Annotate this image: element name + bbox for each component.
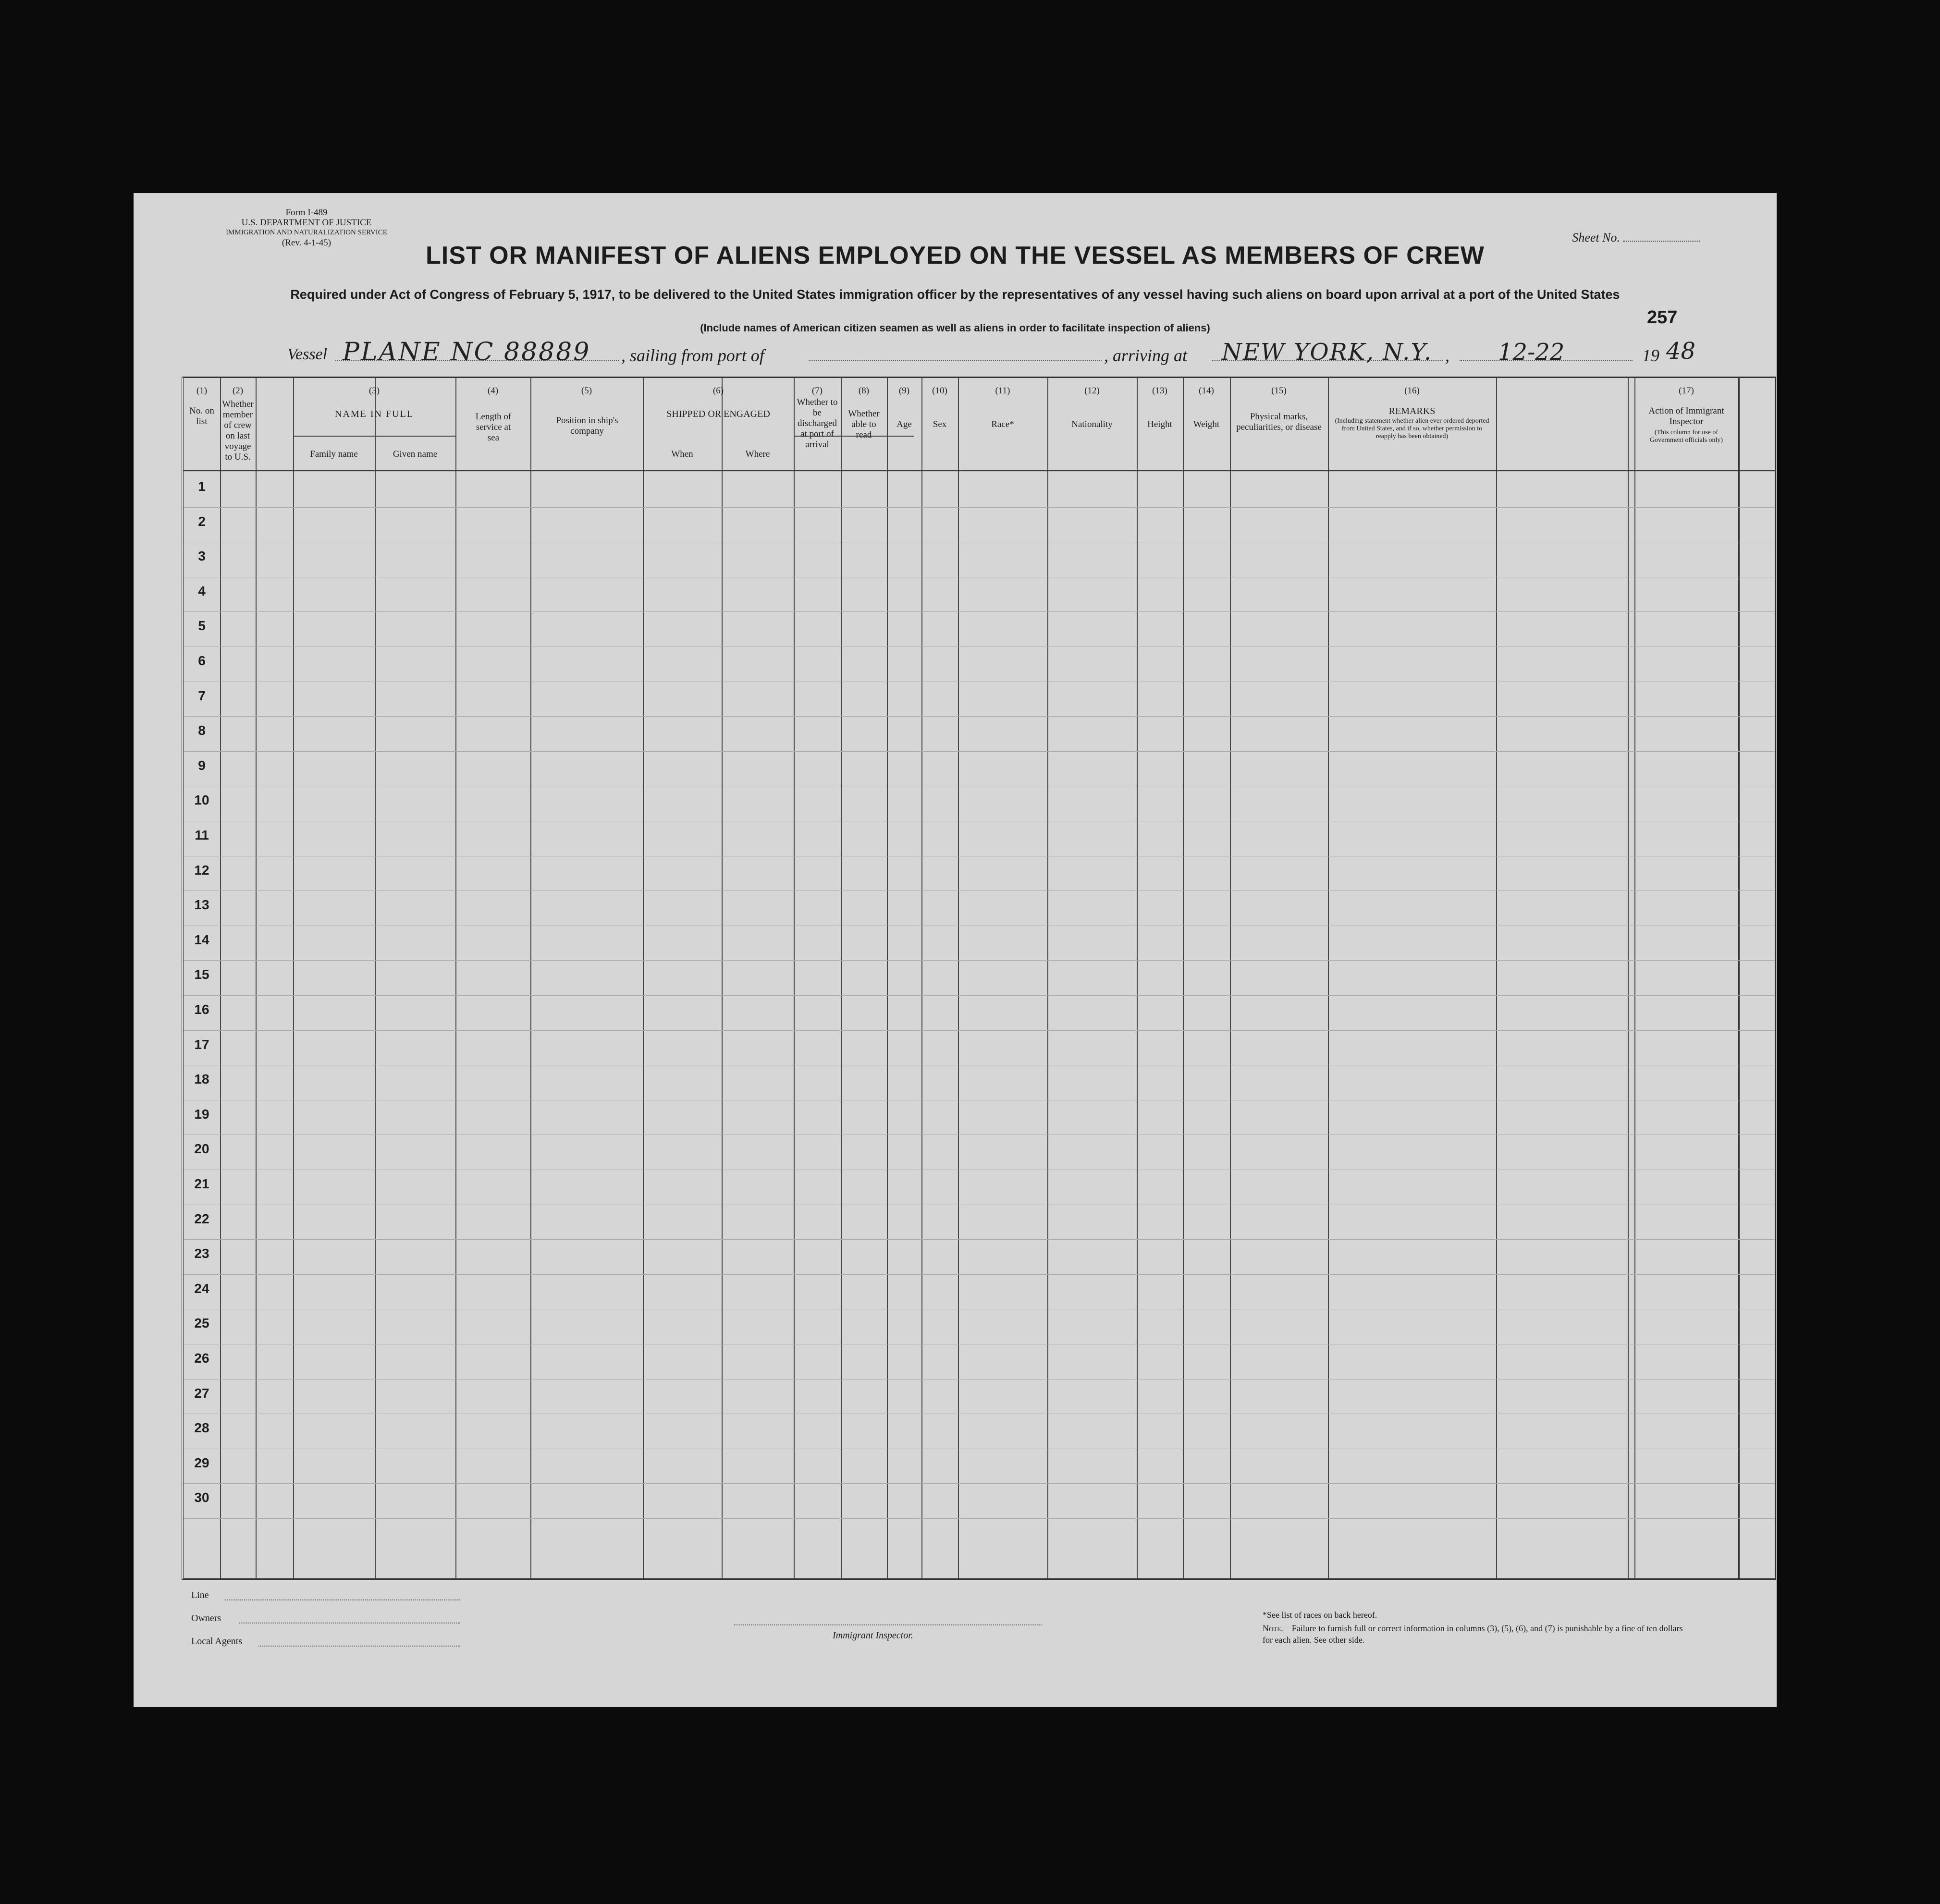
col-header-where: Where (745, 449, 770, 459)
table-row[interactable] (220, 995, 1738, 1030)
crew-manifest-table (182, 377, 1776, 1580)
col1-number: (1) (196, 386, 208, 396)
document-subnote: (Include names of American citizen seamen as well as aliens in order to facilitate inspection of aliens) (700, 322, 1210, 334)
row-number: 22 (194, 1211, 209, 1226)
col-header-physical-marks: Physical marks, peculiarities, or disease (1236, 412, 1322, 432)
col-header-name-in-full: NAME IN FULL (335, 409, 414, 419)
year-prefix: 19 (1642, 346, 1659, 365)
col-header-position: Position in ship's company (556, 415, 618, 436)
col13-number: (13) (1152, 386, 1167, 396)
sheet-number-label: Sheet No. (1572, 231, 1620, 244)
sailing-label: , sailing from port of (621, 346, 764, 365)
col16-number: (16) (1404, 386, 1420, 396)
table-row[interactable] (220, 1274, 1738, 1309)
row-number: 27 (194, 1385, 209, 1401)
row-number: 6 (198, 653, 206, 668)
row-divider (184, 1518, 1775, 1519)
vessel-name-value[interactable]: PLANE NC 88889 (343, 338, 591, 366)
row-number: 28 (194, 1420, 209, 1436)
col14-number: (14) (1199, 386, 1214, 396)
arriving-port-value[interactable]: NEW YORK, N.Y. (1222, 339, 1433, 366)
col11-number: (11) (995, 386, 1010, 396)
row-number: 8 (198, 723, 206, 738)
col17-number: (17) (1679, 386, 1694, 396)
col6-number: (6) (712, 386, 724, 396)
table-row[interactable] (220, 507, 1738, 542)
inspector-signature-field[interactable] (734, 1624, 1042, 1625)
col-header-no-on-list: No. on list (189, 406, 214, 427)
col7-number: (7) (811, 386, 823, 396)
col-header-inspector-action: Action of Immigrant Inspector (1648, 406, 1724, 427)
stamped-page-number: 257 (1647, 307, 1678, 328)
row-number: 12 (194, 862, 209, 878)
column-divider (1738, 378, 1740, 1578)
row-number: 7 (198, 688, 206, 703)
col-header-discharged: Whether to be discharged at port of arrival (797, 397, 838, 450)
row-number: 29 (194, 1455, 209, 1470)
row-number: 14 (194, 932, 209, 947)
col-header-race: Race* (991, 419, 1014, 429)
manifest-footer (182, 1586, 1773, 1701)
row-number: 23 (194, 1246, 209, 1261)
col9-number: (9) (898, 386, 910, 396)
table-row[interactable] (220, 1414, 1738, 1449)
table-row[interactable] (220, 1065, 1738, 1100)
row-number: 16 (194, 1002, 209, 1017)
table-row[interactable] (220, 542, 1738, 577)
note-label: Note. (1263, 1623, 1283, 1633)
department-name: U.S. DEPARTMENT OF JUSTICE (241, 218, 372, 228)
table-row[interactable] (220, 891, 1738, 926)
col-header-length-of-service: Length of service at sea (475, 412, 512, 443)
table-row[interactable] (220, 1309, 1738, 1344)
col5-number: (5) (581, 386, 592, 396)
year-value[interactable]: 48 (1666, 338, 1696, 365)
table-row[interactable] (220, 1449, 1738, 1484)
row-number: 1 (198, 479, 206, 494)
col-header-given-name: Given name (393, 449, 438, 459)
row-number: 30 (194, 1490, 209, 1505)
table-row[interactable] (220, 1379, 1738, 1414)
table-row[interactable] (220, 926, 1738, 961)
table-row[interactable] (220, 611, 1738, 647)
races-note: *See list of races on back hereof. (1263, 1610, 1377, 1620)
document-subtitle: Required under Act of Congress of February 5, 1917, to be delivered to the United States immigration officer by the representatives of any vessel having such aliens on board upon arrival at a port of the United States (290, 287, 1620, 302)
row-number: 21 (194, 1176, 209, 1191)
row-number: 2 (198, 513, 206, 529)
table-row[interactable] (220, 1344, 1738, 1379)
line-label: Line (191, 1590, 209, 1600)
col-header-last-voyage: Whether member of crew on last voyage to U.S. (222, 399, 254, 462)
table-row[interactable] (220, 1135, 1738, 1170)
col3-number: (3) (368, 386, 380, 396)
row-number: 4 (198, 583, 206, 598)
row-number: 3 (198, 549, 206, 564)
col-header-able-to-read: Whether able to read (848, 409, 880, 440)
table-row[interactable] (220, 821, 1738, 856)
row-number: 18 (194, 1072, 209, 1087)
col-header-height: Height (1147, 419, 1172, 429)
document-title: LIST OR MANIFEST OF ALIENS EMPLOYED ON THE VESSEL AS MEMBERS OF CREW (426, 242, 1485, 269)
manifest-sheet (134, 193, 1777, 1707)
row-number: 25 (194, 1316, 209, 1331)
table-row[interactable] (220, 682, 1738, 717)
owners-label: Owners (191, 1613, 221, 1623)
table-row[interactable] (220, 716, 1738, 751)
col2-number: (2) (232, 386, 244, 396)
col-header-nationality: Nationality (1071, 419, 1113, 429)
table-row[interactable] (220, 960, 1738, 995)
local-agents-field[interactable] (258, 1646, 460, 1647)
table-row[interactable] (220, 786, 1738, 821)
table-row[interactable] (220, 1483, 1738, 1518)
col4-number: (4) (487, 386, 499, 396)
row-number: 9 (198, 757, 206, 773)
local-agents-label: Local Agents (191, 1636, 243, 1647)
table-row[interactable] (220, 647, 1738, 682)
col-header-shipped-engaged: SHIPPED OR ENGAGED (666, 409, 770, 419)
col-header-weight: Weight (1193, 419, 1220, 429)
col-header-sex: Sex (933, 419, 947, 429)
col8-number: (8) (858, 386, 870, 396)
col-header-remarks-note: (Including statement whether alien ever ordered deported from United States, and if so, whether permission to reapply has been obtained) (1335, 417, 1489, 440)
col-header-age: Age (896, 419, 912, 429)
inspector-label: Immigrant Inspector. (833, 1630, 913, 1641)
table-row[interactable] (220, 577, 1738, 612)
col-header-inspector-note: (This column for use of Government officials only) (1649, 429, 1723, 444)
table-row[interactable] (220, 1205, 1738, 1240)
row-number: 11 (195, 828, 209, 842)
col-header-family-name: Family name (310, 449, 358, 459)
row-number: 20 (194, 1141, 209, 1157)
penalty-note (1263, 1623, 1695, 1646)
row-number: 13 (194, 897, 209, 913)
table-row[interactable] (220, 1100, 1738, 1135)
arriving-label: , arriving at (1104, 346, 1188, 365)
col-header-when: When (671, 449, 693, 459)
row-number: 26 (194, 1351, 209, 1366)
row-number: 24 (194, 1281, 209, 1296)
row-number: 10 (194, 793, 209, 808)
table-row[interactable] (220, 1030, 1738, 1065)
col10-number: (10) (932, 386, 947, 396)
table-row[interactable] (220, 472, 1738, 507)
vessel-details-line: Vessel PLANE NC 88889 , sailing from port of , arriving at NEW YORK, N.Y. , 12-22 19 48 (287, 338, 1696, 366)
col-header-remarks: REMARKS (1388, 406, 1436, 416)
arrival-date-value[interactable]: 12-22 (1498, 339, 1565, 366)
row-number: 5 (198, 618, 206, 634)
table-row[interactable] (220, 751, 1738, 786)
note-text: —Failure to furnish full or correct information in columns (3), (5), (6), and (7) is punishable by a fine of ten dollars for each alien. See other side. (1263, 1623, 1683, 1645)
col12-number: (12) (1084, 386, 1100, 396)
table-row[interactable] (220, 856, 1738, 891)
table-row[interactable] (220, 1239, 1738, 1274)
row-number: 19 (194, 1106, 209, 1122)
vessel-label: Vessel (287, 345, 328, 363)
col15-number: (15) (1271, 386, 1287, 396)
row-number: 15 (194, 967, 209, 982)
form-number: Form I-489 (285, 207, 328, 218)
revision-date: (Rev. 4-1-45) (282, 238, 332, 248)
row-number: 17 (194, 1037, 209, 1052)
table-row[interactable] (220, 1170, 1738, 1205)
service-name: IMMIGRATION AND NATURALIZATION SERVICE (226, 229, 387, 236)
line-field[interactable] (225, 1599, 460, 1600)
